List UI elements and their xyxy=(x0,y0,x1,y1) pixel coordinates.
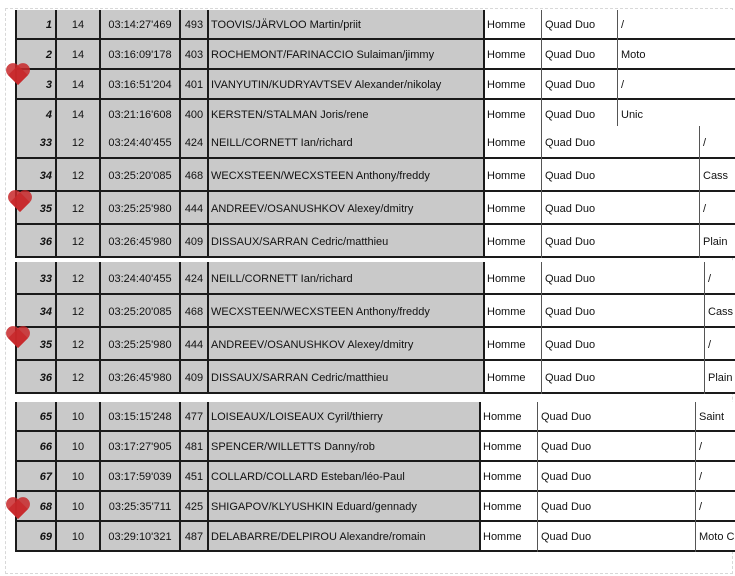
column-divider xyxy=(15,402,17,432)
rank-cell: 2 xyxy=(45,49,52,61)
table-row xyxy=(0,126,735,159)
column-divider xyxy=(179,522,181,552)
rank-cell: 69 xyxy=(39,531,52,543)
laps-cell: 12 xyxy=(71,235,85,248)
names-cell: WECXSTEEN/WECXSTEEN Anthony/freddy xyxy=(211,169,430,182)
category-cell: Quad Duo xyxy=(541,411,592,423)
column-divider xyxy=(207,192,209,225)
bib-cell: 400 xyxy=(184,109,204,121)
column-divider xyxy=(207,522,209,552)
column-divider xyxy=(179,159,181,192)
category-cell: Quad Duo xyxy=(545,169,596,182)
column-divider xyxy=(99,40,101,70)
bib-cell: 468 xyxy=(184,169,204,182)
gender-cell: Homme xyxy=(487,272,526,285)
column-divider xyxy=(207,40,209,70)
column-divider xyxy=(704,328,705,361)
column-divider xyxy=(207,262,209,295)
column-divider xyxy=(99,432,101,462)
rank-cell: 36 xyxy=(39,235,52,248)
column-divider xyxy=(479,492,481,522)
names-cell: SHIGAPOV/KLYUSHKIN Eduard/gennady xyxy=(211,501,417,513)
column-divider xyxy=(479,402,481,432)
team-cell: / xyxy=(621,79,625,91)
laps-cell: 10 xyxy=(71,531,85,543)
table-row xyxy=(0,225,735,258)
column-divider xyxy=(179,295,181,328)
column-divider xyxy=(483,328,485,361)
column-divider xyxy=(537,432,538,462)
column-divider xyxy=(541,126,542,159)
column-divider xyxy=(483,192,485,225)
table-row xyxy=(0,402,735,432)
column-divider xyxy=(179,492,181,522)
names-cell: TOOVIS/JÄRVLOO Martin/priit xyxy=(211,19,361,31)
laps-cell: 12 xyxy=(71,272,85,285)
column-divider xyxy=(541,40,542,70)
column-divider xyxy=(99,328,101,361)
category-cell: Quad Duo xyxy=(545,79,596,91)
column-divider xyxy=(15,432,17,462)
table-row xyxy=(0,361,735,394)
column-divider xyxy=(55,126,57,159)
rank-cell: 35 xyxy=(39,338,52,351)
column-divider xyxy=(541,361,542,394)
column-divider xyxy=(55,295,57,328)
column-divider xyxy=(483,159,485,192)
column-divider xyxy=(541,295,542,328)
bib-cell: 487 xyxy=(184,531,204,543)
table-row xyxy=(0,262,735,295)
bib-cell: 468 xyxy=(184,305,204,318)
time-cell: 03:25:35'711 xyxy=(108,501,172,513)
team-cell: / xyxy=(708,272,712,285)
column-divider xyxy=(207,462,209,492)
column-divider xyxy=(207,492,209,522)
column-divider xyxy=(179,361,181,394)
column-divider xyxy=(55,432,57,462)
bib-cell: 493 xyxy=(184,19,204,31)
column-divider xyxy=(541,70,542,100)
names-cell: NEILL/CORNETT Ian/richard xyxy=(211,272,353,285)
time-cell: 03:17:27'905 xyxy=(108,441,172,453)
bib-cell: 425 xyxy=(184,501,204,513)
time-cell: 03:29:10'321 xyxy=(108,531,172,543)
category-cell: Quad Duo xyxy=(545,202,596,215)
names-cell: DELABARRE/DELPIROU Alexandre/romain xyxy=(211,531,426,543)
column-divider xyxy=(15,262,17,295)
column-divider xyxy=(179,262,181,295)
team-cell: Moto C xyxy=(699,531,735,543)
column-divider xyxy=(483,295,485,328)
bib-cell: 401 xyxy=(184,79,204,91)
column-divider xyxy=(207,295,209,328)
column-divider xyxy=(55,192,57,225)
rank-cell: 65 xyxy=(39,411,52,423)
bib-cell: 403 xyxy=(184,49,204,61)
column-divider xyxy=(483,10,485,40)
category-cell: Quad Duo xyxy=(545,338,596,351)
laps-cell: 10 xyxy=(71,471,85,483)
category-cell: Quad Duo xyxy=(545,136,596,149)
names-cell: ANDREEV/OSANUSHKOV Alexey/dmitry xyxy=(211,338,414,351)
laps-cell: 14 xyxy=(71,49,85,61)
column-divider xyxy=(99,492,101,522)
laps-cell: 12 xyxy=(71,169,85,182)
gender-cell: Homme xyxy=(487,371,526,384)
table-row xyxy=(0,159,735,192)
column-divider xyxy=(483,70,485,100)
bib-cell: 424 xyxy=(184,272,204,285)
column-divider xyxy=(179,402,181,432)
column-divider xyxy=(207,361,209,394)
bib-cell: 424 xyxy=(184,136,204,149)
column-divider xyxy=(207,225,209,258)
rank-cell: 4 xyxy=(45,109,52,121)
names-cell: WECXSTEEN/WECXSTEEN Anthony/freddy xyxy=(211,305,430,318)
column-divider xyxy=(704,361,705,394)
team-cell: Plain xyxy=(703,235,728,248)
category-cell: Quad Duo xyxy=(545,109,596,121)
gender-cell: Homme xyxy=(483,441,522,453)
category-cell: Quad Duo xyxy=(545,305,596,318)
time-cell: 03:16:51'204 xyxy=(108,79,172,91)
time-cell: 03:17:59'039 xyxy=(108,471,172,483)
laps-cell: 12 xyxy=(71,338,85,351)
column-divider xyxy=(55,70,57,100)
column-divider xyxy=(55,40,57,70)
category-cell: Quad Duo xyxy=(541,471,592,483)
bib-cell: 451 xyxy=(184,471,204,483)
category-cell: Quad Duo xyxy=(545,19,596,31)
column-divider xyxy=(99,10,101,40)
column-divider xyxy=(541,192,542,225)
time-cell: 03:14:27'469 xyxy=(108,19,172,31)
gender-cell: Homme xyxy=(483,501,522,513)
names-cell: KERSTEN/STALMAN Joris/rene xyxy=(211,109,369,121)
laps-cell: 12 xyxy=(71,305,85,318)
team-cell: / xyxy=(699,441,703,453)
names-cell: NEILL/CORNETT Ian/richard xyxy=(211,136,353,149)
category-cell: Quad Duo xyxy=(545,235,596,248)
bib-cell: 409 xyxy=(184,371,204,384)
column-divider xyxy=(541,328,542,361)
category-cell: Quad Duo xyxy=(545,371,596,384)
column-divider xyxy=(55,402,57,432)
column-divider xyxy=(15,126,17,159)
category-cell: Quad Duo xyxy=(545,49,596,61)
gender-cell: Homme xyxy=(483,411,522,423)
time-cell: 03:26:45'980 xyxy=(108,235,172,248)
table-row xyxy=(0,10,735,40)
team-cell: / xyxy=(699,471,703,483)
column-divider xyxy=(483,225,485,258)
column-divider xyxy=(55,361,57,394)
column-divider xyxy=(179,328,181,361)
column-divider xyxy=(207,402,209,432)
column-divider xyxy=(699,225,700,258)
names-cell: ANDREEV/OSANUSHKOV Alexey/dmitry xyxy=(211,202,414,215)
laps-cell: 14 xyxy=(71,109,85,121)
team-cell: / xyxy=(708,338,712,351)
column-divider xyxy=(15,10,17,40)
category-cell: Quad Duo xyxy=(541,531,592,543)
column-divider xyxy=(617,70,618,100)
names-cell: SPENCER/WILLETTS Danny/rob xyxy=(211,441,375,453)
column-divider xyxy=(15,159,17,192)
column-divider xyxy=(695,522,696,552)
team-cell: / xyxy=(703,202,707,215)
bib-cell: 444 xyxy=(184,202,204,215)
column-divider xyxy=(179,462,181,492)
column-divider xyxy=(99,159,101,192)
column-divider xyxy=(695,492,696,522)
column-divider xyxy=(479,462,481,492)
heart-icon xyxy=(6,327,32,349)
team-cell: Cass xyxy=(703,169,729,182)
column-divider xyxy=(55,328,57,361)
column-divider xyxy=(55,462,57,492)
table-row xyxy=(0,328,735,361)
rank-cell: 67 xyxy=(39,471,52,483)
team-cell: / xyxy=(699,501,703,513)
gender-cell: Homme xyxy=(483,531,522,543)
column-divider xyxy=(541,225,542,258)
column-divider xyxy=(207,159,209,192)
table-row xyxy=(0,492,735,522)
column-divider xyxy=(55,10,57,40)
table-row xyxy=(0,295,735,328)
column-divider xyxy=(179,126,181,159)
category-cell: Quad Duo xyxy=(545,272,596,285)
column-divider xyxy=(541,159,542,192)
rank-cell: 3 xyxy=(45,79,52,91)
names-cell: COLLARD/COLLARD Esteban/léo-Paul xyxy=(211,471,405,483)
column-divider xyxy=(207,70,209,100)
laps-cell: 12 xyxy=(71,136,85,149)
names-cell: IVANYUTIN/KUDRYAVTSEV Alexander/nikolay xyxy=(211,79,442,91)
column-divider xyxy=(179,225,181,258)
table-row xyxy=(0,70,735,100)
laps-cell: 12 xyxy=(71,371,85,384)
column-divider xyxy=(55,159,57,192)
column-divider xyxy=(55,522,57,552)
column-divider xyxy=(179,192,181,225)
column-divider xyxy=(617,40,618,70)
column-divider xyxy=(541,262,542,295)
time-cell: 03:21:16'608 xyxy=(108,109,172,121)
gender-cell: Homme xyxy=(487,79,526,91)
column-divider xyxy=(699,126,700,159)
time-cell: 03:24:40'455 xyxy=(108,136,172,149)
rank-cell: 34 xyxy=(39,305,52,318)
bib-cell: 481 xyxy=(184,441,204,453)
laps-cell: 10 xyxy=(71,501,85,513)
team-cell: Moto xyxy=(621,49,646,61)
column-divider xyxy=(479,432,481,462)
column-divider xyxy=(15,295,17,328)
table-row xyxy=(0,40,735,70)
table-row xyxy=(0,192,735,225)
rank-cell: 35 xyxy=(39,202,52,215)
column-divider xyxy=(15,361,17,394)
column-divider xyxy=(537,522,538,552)
column-divider xyxy=(55,262,57,295)
time-cell: 03:24:40'455 xyxy=(108,272,172,285)
team-cell: / xyxy=(621,19,625,31)
column-divider xyxy=(207,10,209,40)
column-divider xyxy=(699,192,700,225)
table-row xyxy=(0,462,735,492)
gender-cell: Homme xyxy=(487,109,526,121)
column-divider xyxy=(15,462,17,492)
category-cell: Quad Duo xyxy=(541,501,592,513)
time-cell: 03:25:20'085 xyxy=(108,305,172,318)
laps-cell: 10 xyxy=(71,441,85,453)
column-divider xyxy=(537,462,538,492)
column-divider xyxy=(207,432,209,462)
time-cell: 03:15:15'248 xyxy=(108,411,172,423)
column-divider xyxy=(207,328,209,361)
time-cell: 03:25:25'980 xyxy=(108,202,172,215)
time-cell: 03:25:20'085 xyxy=(108,169,172,182)
column-divider xyxy=(99,225,101,258)
column-divider xyxy=(617,10,618,40)
gender-cell: Homme xyxy=(487,49,526,61)
column-divider xyxy=(699,159,700,192)
column-divider xyxy=(179,70,181,100)
column-divider xyxy=(55,492,57,522)
column-divider xyxy=(704,262,705,295)
column-divider xyxy=(99,126,101,159)
gender-cell: Homme xyxy=(483,471,522,483)
column-divider xyxy=(695,402,696,432)
column-divider xyxy=(99,262,101,295)
team-cell: Cass xyxy=(708,305,734,318)
heart-icon xyxy=(6,498,32,520)
gender-cell: Homme xyxy=(487,169,526,182)
gender-cell: Homme xyxy=(487,136,526,149)
bib-cell: 444 xyxy=(184,338,204,351)
laps-cell: 14 xyxy=(71,79,85,91)
column-divider xyxy=(537,492,538,522)
rank-cell: 36 xyxy=(39,371,52,384)
team-cell: / xyxy=(703,136,707,149)
laps-cell: 12 xyxy=(71,202,85,215)
column-divider xyxy=(179,432,181,462)
rank-cell: 68 xyxy=(39,501,52,513)
time-cell: 03:16:09'178 xyxy=(108,49,172,61)
gender-cell: Homme xyxy=(487,202,526,215)
bib-cell: 477 xyxy=(184,411,204,423)
time-cell: 03:25:25'980 xyxy=(108,338,172,351)
heart-icon xyxy=(8,191,34,213)
column-divider xyxy=(207,126,209,159)
names-cell: DISSAUX/SARRAN Cedric/matthieu xyxy=(211,371,389,384)
bib-cell: 409 xyxy=(184,235,204,248)
column-divider xyxy=(55,225,57,258)
heart-icon xyxy=(6,64,32,86)
team-cell: Plain xyxy=(708,371,733,384)
column-divider xyxy=(695,462,696,492)
column-divider xyxy=(99,522,101,552)
column-divider xyxy=(99,295,101,328)
column-divider xyxy=(483,40,485,70)
gender-cell: Homme xyxy=(487,235,526,248)
gender-cell: Homme xyxy=(487,305,526,318)
column-divider xyxy=(179,10,181,40)
column-divider xyxy=(15,522,17,552)
table-row xyxy=(0,432,735,462)
column-divider xyxy=(483,126,485,159)
rank-cell: 33 xyxy=(39,272,52,285)
column-divider xyxy=(179,40,181,70)
column-divider xyxy=(479,522,481,552)
category-cell: Quad Duo xyxy=(541,441,592,453)
rank-cell: 66 xyxy=(39,441,52,453)
names-cell: LOISEAUX/LOISEAUX Cyril/thierry xyxy=(211,411,383,423)
column-divider xyxy=(15,225,17,258)
column-divider xyxy=(99,192,101,225)
column-divider xyxy=(695,432,696,462)
column-divider xyxy=(704,295,705,328)
laps-cell: 14 xyxy=(71,19,85,31)
rank-cell: 1 xyxy=(45,19,52,31)
rank-cell: 33 xyxy=(39,136,52,149)
gender-cell: Homme xyxy=(487,19,526,31)
rank-cell: 34 xyxy=(39,169,52,182)
laps-cell: 10 xyxy=(71,411,85,423)
column-divider xyxy=(483,361,485,394)
gender-cell: Homme xyxy=(487,338,526,351)
names-cell: DISSAUX/SARRAN Cedric/matthieu xyxy=(211,235,389,248)
column-divider xyxy=(537,402,538,432)
column-divider xyxy=(541,10,542,40)
column-divider xyxy=(483,262,485,295)
column-divider xyxy=(99,361,101,394)
names-cell: ROCHEMONT/FARINACCIO Sulaiman/jimmy xyxy=(211,49,435,61)
team-cell: Unic xyxy=(621,109,644,121)
table-row xyxy=(0,522,735,552)
time-cell: 03:26:45'980 xyxy=(108,371,172,384)
column-divider xyxy=(99,402,101,432)
column-divider xyxy=(99,70,101,100)
team-cell: Saint xyxy=(699,411,725,423)
column-divider xyxy=(99,462,101,492)
